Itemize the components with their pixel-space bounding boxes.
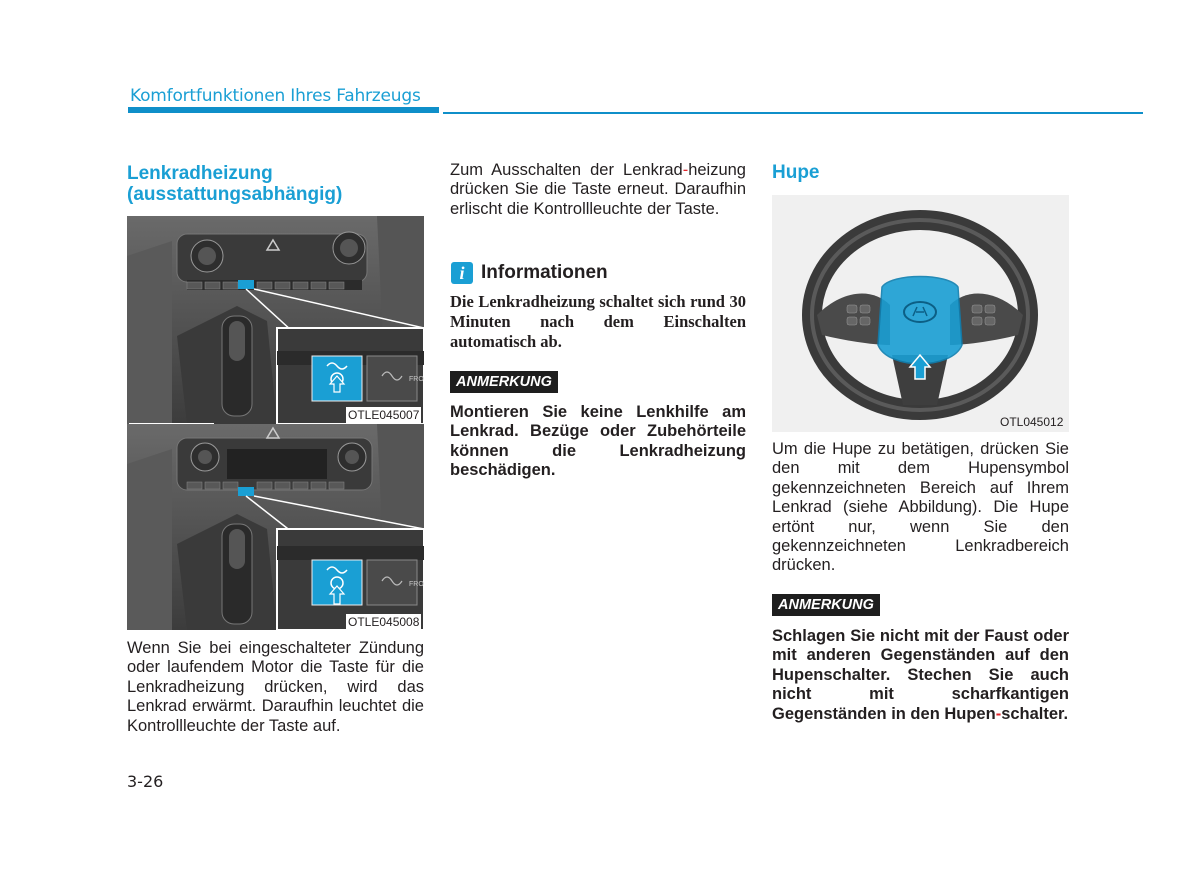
- note-text-middle: Montieren Sie keine Lenkhilfe am Lenkrad. Bezüge oder Zubehörteile können die Lenkradheizung beschädigen.: [450, 403, 746, 480]
- dashboard-console-b-illustration: [127, 424, 424, 630]
- left-body-text: Wenn Sie bei eingeschalteter Zündung oder laufendem Motor die Taste für die Lenkradheizung drücken, wird das Lenkrad erwärmt. Daraufhin leuchtet die Kontrollleuchte der Taste auf.: [127, 639, 424, 735]
- note-badge-right: ANMERKUNG: [772, 594, 880, 616]
- note-text-right-part-1: Schlagen Sie nicht mit der Faust oder mit anderen Gegenständen auf den Hupenschalter. Stechen Sie auch nicht mit scharfkantigen Gegenständen in den Hupen: [772, 627, 1069, 723]
- info-heading: [451, 262, 608, 284]
- page-number: 3-26: [127, 772, 164, 791]
- header-rule-thin: [443, 112, 1143, 114]
- figure-a-code: OTLE045007: [348, 408, 420, 422]
- info-title: Informationen: [481, 262, 608, 283]
- note-text-right: [772, 627, 1069, 724]
- button-fro-text: FRO: [409, 376, 424, 383]
- note-text-right-part-2: schalter.: [1001, 704, 1069, 723]
- figure-a-image: [127, 216, 424, 424]
- button-fro-text: FRO: [409, 581, 424, 588]
- right-body-text: Um die Hupe zu betätigen, drücken Sie den mit dem Hupensymbol gekennzeichneten Bereich auf Ihrem Lenkrad (siehe Abbildung). Die Hupe ertönt nur, wenn Sie den gekennzeichneten Lenkradbereich drücken.: [772, 440, 1069, 575]
- middle-paragraph-part-1: Zum Ausschalten der Lenkrad: [450, 161, 683, 179]
- hyphen-mark: -: [682, 161, 689, 179]
- hyphen-mark: -: [995, 704, 1002, 723]
- header-rule-thick: [128, 107, 439, 113]
- note-badge-middle: ANMERKUNG: [450, 371, 558, 393]
- figure-b-code: OTLE045008: [348, 615, 420, 629]
- heading-line-2: (ausstattungsabhängig): [127, 184, 343, 205]
- heading-line-1: Lenkradheizung: [127, 163, 273, 184]
- heading-hupe: Hupe: [772, 162, 820, 183]
- info-text: Die Lenkradheizung schaltet sich rund 30 Minuten nach dem Einschalten automatisch ab.: [450, 292, 746, 351]
- heading-lenkradheizung: [127, 163, 342, 205]
- middle-paragraph-part-2: heizung drücken Sie die Taste erneut. Daraufhin erlischt die Kontrollleuchte der Taste.: [450, 161, 746, 218]
- dashboard-console-a-illustration: [127, 216, 424, 424]
- steering-figure-code: OTL045012: [1000, 415, 1064, 429]
- steering-wheel-illustration: [772, 195, 1069, 432]
- steering-wheel-figure: [772, 195, 1069, 432]
- figure-b-image: [127, 424, 424, 630]
- section-header-title: Komfortfunktionen Ihres Fahrzeugs: [130, 86, 421, 106]
- middle-paragraph: [450, 161, 746, 219]
- info-icon: i: [451, 262, 473, 284]
